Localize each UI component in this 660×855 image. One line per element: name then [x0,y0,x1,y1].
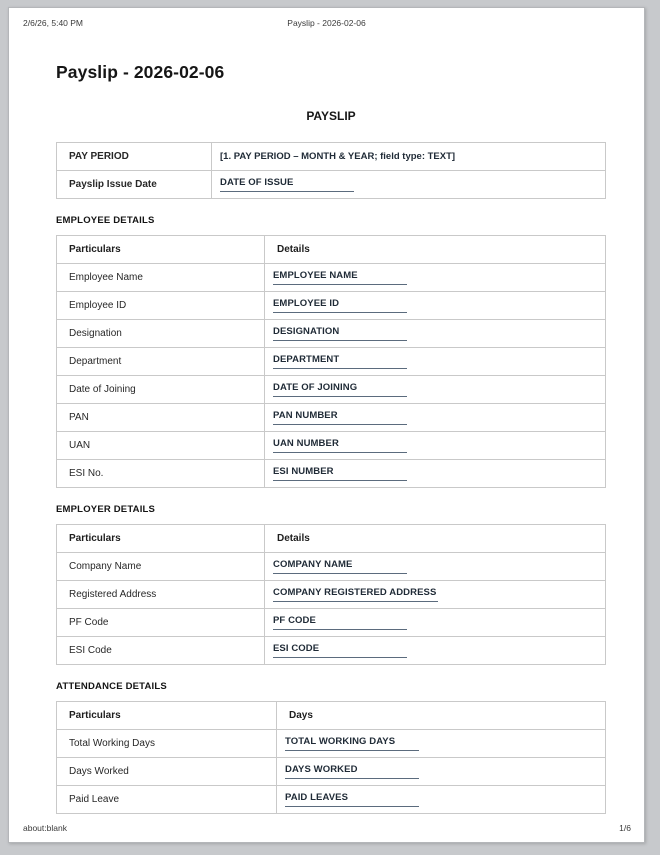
column-header-particulars: Particulars [57,702,277,730]
print-footer-page-indicator: 1/6 [619,823,631,833]
column-header-particulars: Particulars [57,525,265,553]
row-label: Department [57,348,265,376]
row-label: Date of Joining [57,376,265,404]
document-content [56,8,606,814]
table-header-row [57,525,606,553]
date-of-joining-field: DATE OF JOINING [273,382,407,397]
row-label: ESI No. [57,460,265,488]
row-label: PF Code [57,609,265,637]
pan-field: PAN NUMBER [273,410,407,425]
row-label: PAN [57,404,265,432]
row-label: Employee ID [57,292,265,320]
pay-period-value-cell [212,143,606,171]
row-label: Employee Name [57,264,265,292]
row-label: Registered Address [57,581,265,609]
department-field: DEPARTMENT [273,354,407,369]
row-label: Company Name [57,553,265,581]
pay-period-value: [1. PAY PERIOD – MONTH & YEAR; field type: TEXT] [220,151,456,162]
designation-field: DESIGNATION [273,326,407,341]
print-header-datetime: 2/6/26, 5:40 PM [23,18,84,28]
table-row [57,581,606,609]
table-row [57,348,606,376]
days-worked-field: DAYS WORKED [285,764,419,779]
row-label: ESI Code [57,637,265,665]
issue-date-field: DATE OF ISSUE [220,177,354,192]
document-page [8,7,645,843]
row-label: Days Worked [57,758,277,786]
column-header-details: Details [265,236,606,264]
pay-period-table [56,142,606,199]
section-heading-employer-details: EMPLOYER DETAILS [56,504,156,515]
table-row [57,320,606,348]
attendance-details-table [56,701,606,814]
issue-date-value-cell [212,171,606,199]
row-label: Total Working Days [57,730,277,758]
total-working-days-field: TOTAL WORKING DAYS [285,736,419,751]
section-heading-attendance-details: ATTENDANCE DETAILS [56,681,167,692]
table-row [57,609,606,637]
registered-address-field: COMPANY REGISTERED ADDRESS [273,587,438,602]
uan-field: UAN NUMBER [273,438,407,453]
table-row [57,432,606,460]
table-row [57,786,606,814]
employee-id-field: EMPLOYEE ID [273,298,407,313]
table-row [57,730,606,758]
table-row [57,171,606,199]
print-footer [23,823,631,833]
table-row [57,758,606,786]
column-header-particulars: Particulars [57,236,265,264]
employee-name-field: EMPLOYEE NAME [273,270,407,285]
row-label: UAN [57,432,265,460]
table-row [57,292,606,320]
employer-details-table [56,524,606,665]
esi-no-field: ESI NUMBER [273,466,407,481]
table-row [57,460,606,488]
esi-code-field: ESI CODE [273,643,407,658]
column-header-days: Days [277,702,606,730]
print-header-doc-title: Payslip - 2026-02-06 [287,18,366,28]
print-footer-url: about:blank [23,823,67,833]
table-header-row [57,702,606,730]
column-header-details: Details [265,525,606,553]
table-row [57,376,606,404]
pay-period-label: PAY PERIOD [57,143,212,171]
paid-leave-field: PAID LEAVES [285,792,419,807]
company-name-field: COMPANY NAME [273,559,407,574]
table-header-row [57,236,606,264]
pf-code-field: PF CODE [273,615,407,630]
table-row [57,143,606,171]
table-row [57,404,606,432]
section-heading-employee-details: EMPLOYEE DETAILS [56,215,155,226]
page-title: Payslip - 2026-02-06 [56,62,225,82]
row-label: Paid Leave [57,786,277,814]
issue-date-label: Payslip Issue Date [57,171,212,199]
table-row [57,553,606,581]
payslip-heading: PAYSLIP [306,109,356,123]
employee-details-table [56,235,606,488]
row-label: Designation [57,320,265,348]
table-row [57,264,606,292]
table-row [57,637,606,665]
